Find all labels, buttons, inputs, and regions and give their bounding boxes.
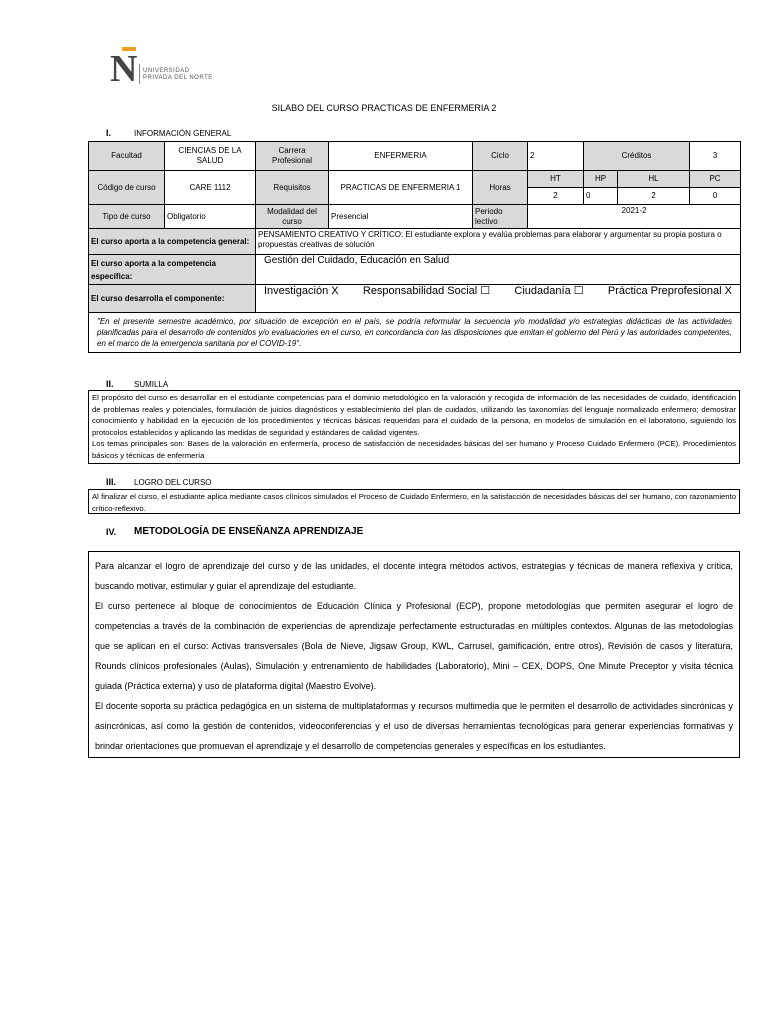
periodo-label: Periodo lectivo [473,205,528,229]
metodologia-paragraph-1: Para alcanzar el logro de aprendizaje del curso y de las unidades, el docente integra métodos activos, estrategias y técnicas de manera reflexiva y crítica, buscando motivar, estimular y guiar el aprendizaje del estudiante. [95,561,733,591]
sumilla-paragraph-1: El propósito del curso es desarrollar en el estudiante competencias para el dominio metodológico en la valoración y recogida de información de las necesidades de cuidado, identificación de problemas reales y potenciales, formulación de juicios diagnósticos y establecimiento del plan de cuidados, utilizando las taxonomías del lenguaje normalizado enfermero; demostrar conocimiento y habilidad en la ejecución de los procedimientos y técnicas básicas requeridas para el cuidado de la persona, en modelos de simulación en el laboratorio, siguiendo los protocolos establecidos y aplicando las medidas de seguridad y estándares de calidad vigentes. [92,393,736,437]
componente-ciudadania: Ciudadanía ☐ [514,285,584,297]
section-3-title: LOGRO DEL CURSO [134,477,212,487]
ht-value: 2 [528,188,584,205]
tipo-label: Tipo de curso [89,205,165,229]
sumilla-box [88,390,740,464]
componente-investigacion: Investigación X [264,285,339,297]
componente-responsabilidad: Responsabilidad Social ☐ [362,285,491,297]
metodologia-paragraph-2: El curso pertenece al bloque de conocimientos de Educación Clínica y Profesional (ECP), propone metodologías que permiten asegurar el logro de competencias a través de la combinación de experiencias de aprendizaje perfectamente estructuradas en múltiples contextos. Algunas de las metodologías que se aplican en el curso: Activas transversales (Bola de Nieve, Jigsaw Group, KWL, Carrusel, gamificación, entre otros), Revisión de casos y literatura, Rounds clínicos profesionales (Aulas), Simulación y entrenamiento de habilidades (Laboratorio), Mini – CEX, DOPS, One Minute Preceptor y visita técnica guiada (Práctica externa) y uso de plataforma digital (Maestro Evolve). [95,601,733,691]
section-3-number: III. [106,477,117,487]
competencia-general-value: PENSAMIENTO CREATIVO Y CRÍTICO: El estudiante explora y evalúa problemas para elaborar y argumentar su propia postura o propuestas creativas de solución [256,229,741,255]
hl-value: 2 [618,188,690,205]
horas-label: Horas [473,171,528,205]
logro-text: Al finalizar el curso, el estudiante aplica mediante casos clínicos simulados el Proceso de Cuidado Enfermero, en la satisfacción de necesidades básicas del ser humano, con razonamiento crítico-reflexivo. [92,492,736,513]
modalidad-value: Presencial [329,205,473,229]
section-4-number: IV. [106,526,117,537]
section-1-title: INFORMACIÓN GENERAL [134,128,232,138]
university-logo [110,50,250,90]
logo-text [143,68,213,82]
hp-label: HP [584,171,618,188]
pc-value: 0 [690,188,741,205]
section-1-heading [106,128,231,138]
section-1-number: I. [106,128,112,138]
componente-row [256,285,741,313]
logo-separator [139,64,140,84]
facultad-value: CIENCIAS DE LA SALUD [165,142,256,171]
competencia-especifica-label: El curso aporta a la competencia específica: [89,255,256,285]
covid-note: "En el presente semestre académico, por situación de excepción en el país, se podría reformular la secuencia y/o modalidad y/o estrategias didácticas de las actividades planificadas para el desarrollo de contenidos y/o evaluaciones en el curso, en concordancia con las disposiciones que emitan el gobierno del Perú y las autoridades competentes, en el marco de la emergencia sanitaria por el COVID-19". [89,313,741,353]
section-2-number: II. [106,379,114,389]
document-title: SILABO DEL CURSO PRACTICAS DE ENFERMERIA 2 [271,103,497,113]
logo-line-2: PRIVADA DEL NORTE [143,75,213,81]
requisitos-value: PRACTICAS DE ENFERMERIA 1 [329,171,473,205]
ht-label: HT [528,171,584,188]
competencia-general-label: El curso aporta a la competencia general: [89,229,256,255]
codigo-value: CARE 1112 [165,171,256,205]
section-4-title: METODOLOGÍA DE ENSEÑANZA APRENDIZAJE [134,526,364,537]
sumilla-paragraph-2: Los temas principales son: Bases de la valoración en enfermería, proceso de satisfacción de necesidades básicas del ser humano y Proceso Cuidado Enfermero (PCE). Procedimientos básicos y técnicas de enfermería [92,439,736,460]
carrera-value: ENFERMERIA [329,142,473,171]
logo-line-1: UNIVERSIDAD [143,68,190,74]
carrera-label: Carrera Profesional [256,142,329,171]
creditos-label: Créditos [584,142,690,171]
componente-practica: Práctica Preprofesional X [607,285,732,297]
general-info-table [88,141,741,353]
metodologia-box [88,551,740,758]
componente-label: El curso desarrolla el componente: [89,285,256,313]
section-2-title: SUMILLA [134,379,169,389]
creditos-value: 3 [690,142,741,171]
section-4-heading [106,526,363,537]
codigo-label: Código de curso [89,171,165,205]
requisitos-label: Requisitos [256,171,329,205]
periodo-value: 2021-2 [528,205,741,229]
section-3-heading [106,477,212,487]
hp-value: 0 [584,188,618,205]
section-2-heading [106,379,168,389]
ciclo-label: Ciclo [473,142,528,171]
competencia-especifica-value: Gestión del Cuidado, Educación en Salud [256,255,741,285]
modalidad-label: Modalidad del curso [256,205,329,229]
ciclo-value: 2 [528,142,584,171]
pc-label: PC [690,171,741,188]
logro-box [88,489,740,514]
metodologia-paragraph-3: El docente soporta su práctica pedagógica en un sistema de multiplataformas y recursos multimedia que le permiten el desarrollo de actividades sincrónicas y asincrónicas, así como la gestión de contenidos, videoconferencias y el uso de diversas herramientas tecnológicas para generar experiencias formativas y brindar orientaciones que promuevan el aprendizaje y el desarrollo de competencias generales y específicas en los estudiantes. [95,701,733,751]
hl-label: HL [618,171,690,188]
logo-letter: N [110,48,138,90]
facultad-label: Facultad [89,142,165,171]
tipo-value: Obligatorio [165,205,256,229]
